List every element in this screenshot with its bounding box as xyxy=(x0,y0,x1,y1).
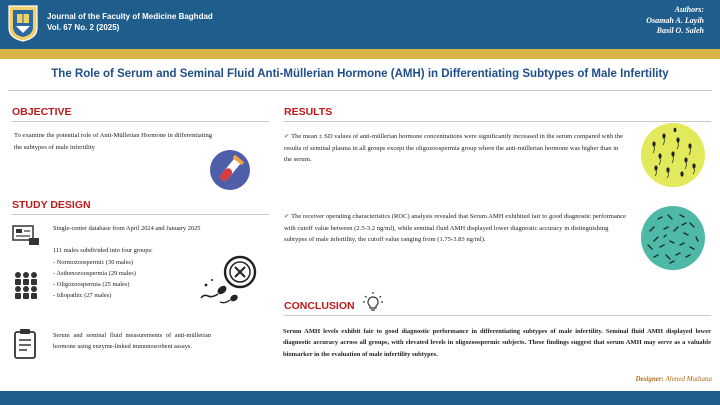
journal-info xyxy=(47,11,213,33)
conclusion-heading: CONCLUSION xyxy=(284,300,355,312)
result-item xyxy=(284,211,626,246)
results-heading: RESULTS xyxy=(284,106,333,118)
list-item: - Normozoospermic (30 males) xyxy=(53,259,134,266)
groups-intro: 111 males subdivided into four groups: xyxy=(53,247,153,254)
clipboard-icon xyxy=(13,328,37,360)
database-text: Single-center database from April 2024 and January 2025 xyxy=(53,225,201,232)
result-text: The mean ± SD values of anti-müllerian hormone concentrations were significantly increased in the serum compared with the results of seminal plasma in all groups except the oligozoospermia group where the anti-müllerian hormone was higher than in the serum. xyxy=(284,133,623,163)
objective-text: To examine the potential role of Anti-Müllerian Hormone in differentiating the subtypes of male infertility xyxy=(14,132,213,151)
designer-label: Designer: xyxy=(635,375,664,383)
title-divider xyxy=(8,90,712,91)
poster-title: The Role of Serum and Seminal Fluid Anti-Müllerian Hormone (AMH) in Differentiating Subtypes of Male Infertility xyxy=(51,68,669,80)
conclusion-divider xyxy=(284,315,711,316)
footer-bar xyxy=(0,391,720,405)
study-design-divider xyxy=(12,214,269,215)
test-tube-icon xyxy=(209,149,251,191)
journal-name: Journal of the Faculty of Medicine Baghdad xyxy=(47,12,213,21)
authors-label: Authors: xyxy=(674,5,704,14)
measurement-text: Serum and seminal fluid measurements of anti-müllerian hormone using enzyme-linked immunosorbent assays. xyxy=(53,332,211,350)
database-icon xyxy=(12,224,40,246)
sperm-teal-circle-icon xyxy=(640,205,706,271)
objective-heading: OBJECTIVE xyxy=(12,106,72,118)
journal-logo-icon xyxy=(6,4,40,42)
check-icon: ✔ xyxy=(284,213,290,220)
author-name: Osamah A. Layih xyxy=(646,15,704,25)
check-icon: ✔ xyxy=(284,133,290,140)
infertile-sperm-icon xyxy=(198,252,262,308)
objective-divider xyxy=(12,121,269,122)
designer-credit xyxy=(636,375,712,383)
result-item xyxy=(284,131,626,166)
author-name: Basil O. Saleh xyxy=(656,26,704,35)
sperm-yellow-circle-icon xyxy=(640,122,706,188)
groups-list xyxy=(53,257,213,301)
list-item: - Asthenozoospermia (29 males) xyxy=(53,270,136,277)
lightbulb-icon xyxy=(362,291,384,313)
designer-name: Ahmed Muthana xyxy=(665,375,712,383)
conclusion-text: Serum AMH levels exhibit fair to good diagnostic performance in differentiating subtypes of male infertility. Seminal fluid AMH displayed lower diagnostic accuracy across all groups, with elevated levels in oligozoospermic subjects. These findings suggest that serum AMH may serve as a valuable biomarker in the evaluation of male infertility subtypes. xyxy=(283,328,711,358)
list-item: - Oligozoospermia (25 males) xyxy=(53,281,130,288)
list-item: - Idiopathic (27 males) xyxy=(53,292,112,299)
header-accent-bar xyxy=(0,49,720,59)
study-design-heading: STUDY DESIGN xyxy=(12,199,91,211)
authors-block xyxy=(646,5,704,37)
journal-volume: Vol. 67 No. 2 (2025) xyxy=(47,23,120,32)
result-text: The receiver operating characteristics (ROC) analysis revealed that Serum AMH exhibited fair to good diagnostic performance with cutoff value between (2.5-3.2 ng/ml), while seminal fluid AMH displayed lower diagnostic accuracy in distinguishing subtypes of male infertility, the cutoff value ranging from (1.75-3.83 ng/ml). xyxy=(284,213,626,243)
group-people-icon xyxy=(12,270,40,300)
